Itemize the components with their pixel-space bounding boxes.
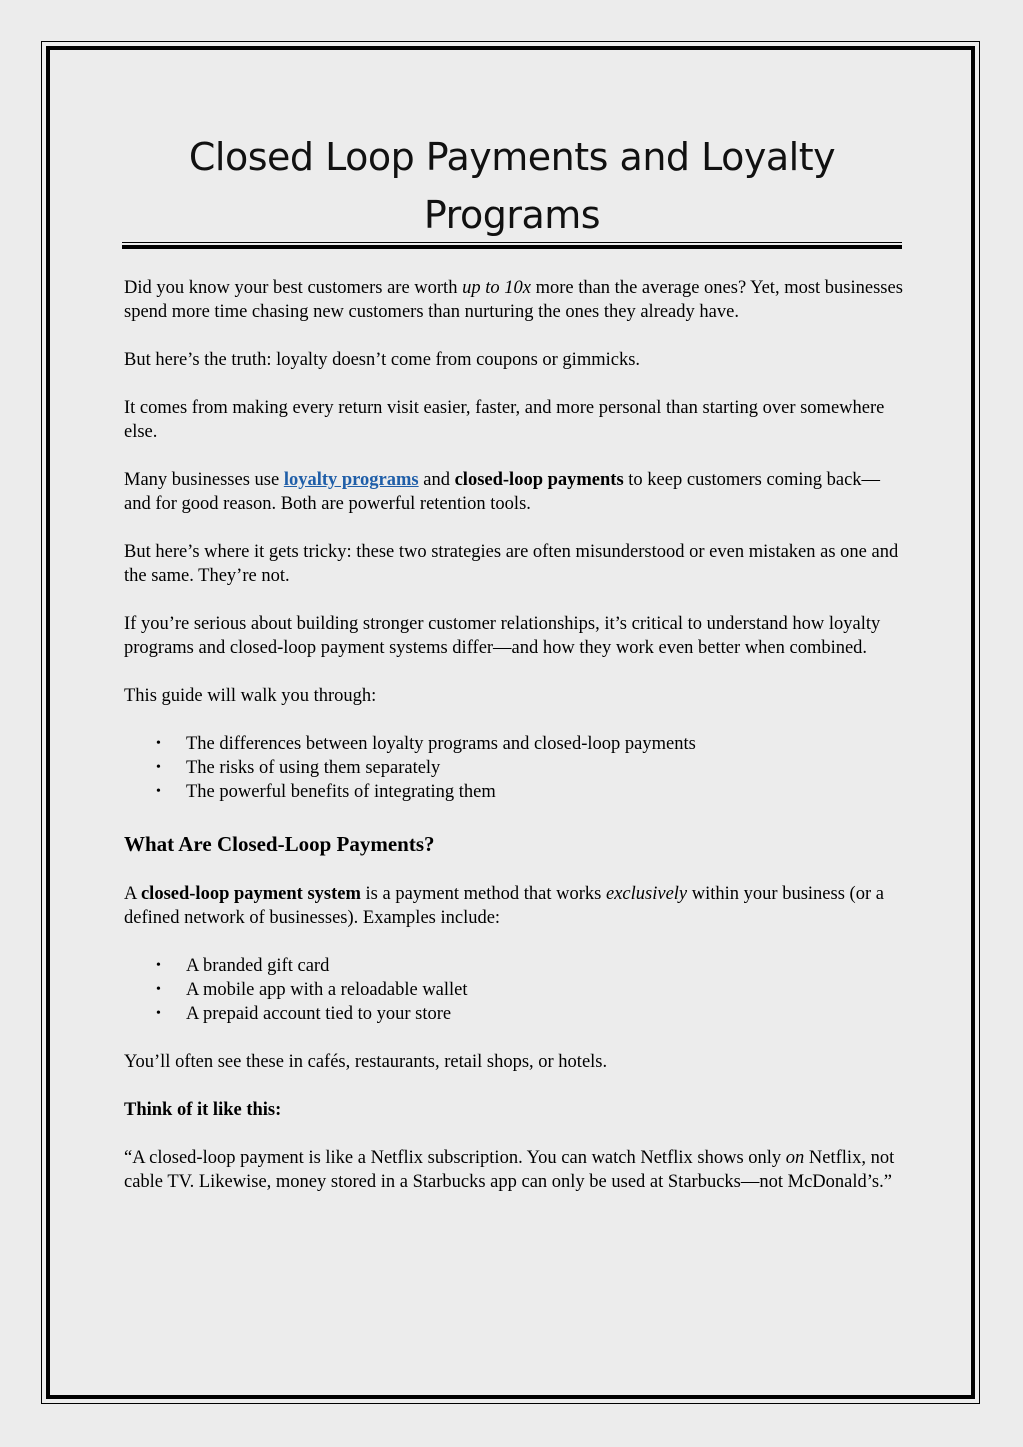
list-item-text: A branded gift card	[186, 956, 330, 976]
emphasis-text: up to 10x	[462, 278, 531, 298]
list-item	[156, 756, 904, 780]
guide-topics-list	[124, 732, 904, 804]
title-divider-thick	[122, 245, 902, 249]
bold-text: Think of it like this:	[124, 1100, 282, 1120]
section-heading: What Are Closed-Loop Payments?	[124, 832, 435, 856]
intro-paragraph-3: It comes from making every return visit easier, faster, and more personal than starting over somewhere else.	[124, 398, 885, 442]
loyalty-programs-link[interactable]: loyalty programs	[283, 470, 419, 490]
intro-paragraph-5: But here’s where it gets tricky: these two strategies are often misunderstood or even mistaken as one and the same. They’re not.	[124, 542, 899, 586]
intro-paragraph-7: This guide will walk you through:	[124, 686, 377, 706]
emphasis-text: exclusively	[606, 884, 688, 904]
bold-text: closed-loop payments	[454, 470, 624, 490]
text: “A closed-loop payment is like a Netflix subscription. You can watch Netflix shows only	[124, 1148, 786, 1168]
text: and	[418, 470, 455, 490]
section-paragraph-1	[124, 882, 904, 930]
list-item-text: The powerful benefits of integrating them	[186, 782, 496, 802]
section-paragraph-2: You’ll often see these in cafés, restaurants, retail shops, or hotels.	[124, 1052, 608, 1072]
emphasis-text: on	[785, 1148, 805, 1168]
bold-text: closed-loop payment system	[140, 884, 361, 904]
intro-paragraph-6: If you’re serious about building stronger customer relationships, it’s critical to understand how loyalty programs and closed-loop payment systems differ—and how they work even better when combined.	[124, 614, 881, 658]
examples-list	[124, 954, 904, 1026]
bullet-icon: •	[156, 1006, 161, 1021]
list-item	[156, 780, 904, 804]
page-title: Closed Loop Payments and Loyalty Programs	[188, 135, 836, 237]
bullet-icon: •	[156, 958, 161, 973]
intro-paragraph-2: But here’s the truth: loyalty doesn’t come from coupons or gimmicks.	[124, 350, 641, 370]
bullet-icon: •	[156, 736, 161, 751]
bullet-icon: •	[156, 760, 161, 775]
text: Did you know your best customers are worth	[124, 278, 463, 298]
list-item-text: The differences between loyalty programs and closed-loop payments	[186, 734, 696, 754]
analogy-quote	[124, 1146, 904, 1194]
text: Many businesses use	[124, 470, 284, 490]
list-item-text: The risks of using them separately	[186, 758, 441, 778]
list-item	[156, 732, 904, 756]
text: more than the average ones? Yet, most businesses spend more time chasing new customers than nurturing the ones they already have.	[124, 278, 903, 322]
bullet-icon: •	[156, 784, 161, 799]
document-body	[124, 276, 904, 1218]
bullet-icon: •	[156, 982, 161, 997]
analogy-lead-in	[124, 1098, 904, 1122]
list-item	[156, 954, 904, 978]
title-divider-thin	[122, 242, 902, 243]
text: within your business (or a defined network of businesses). Examples include:	[124, 884, 884, 928]
text: to keep customers coming back—and for good reason. Both are powerful retention tools.	[124, 470, 881, 514]
intro-paragraph-4	[124, 468, 904, 516]
text: A	[124, 884, 141, 904]
text: Netflix, not cable TV. Likewise, money stored in a Starbucks app can only be used at Starbucks—not McDonald’s.”	[124, 1148, 895, 1192]
list-item	[156, 1002, 904, 1026]
text: is a payment method that works	[360, 884, 606, 904]
list-item-text: A mobile app with a reloadable wallet	[186, 980, 468, 1000]
list-item-text: A prepaid account tied to your store	[186, 1004, 452, 1024]
list-item	[156, 978, 904, 1002]
intro-paragraph-1	[124, 276, 904, 324]
